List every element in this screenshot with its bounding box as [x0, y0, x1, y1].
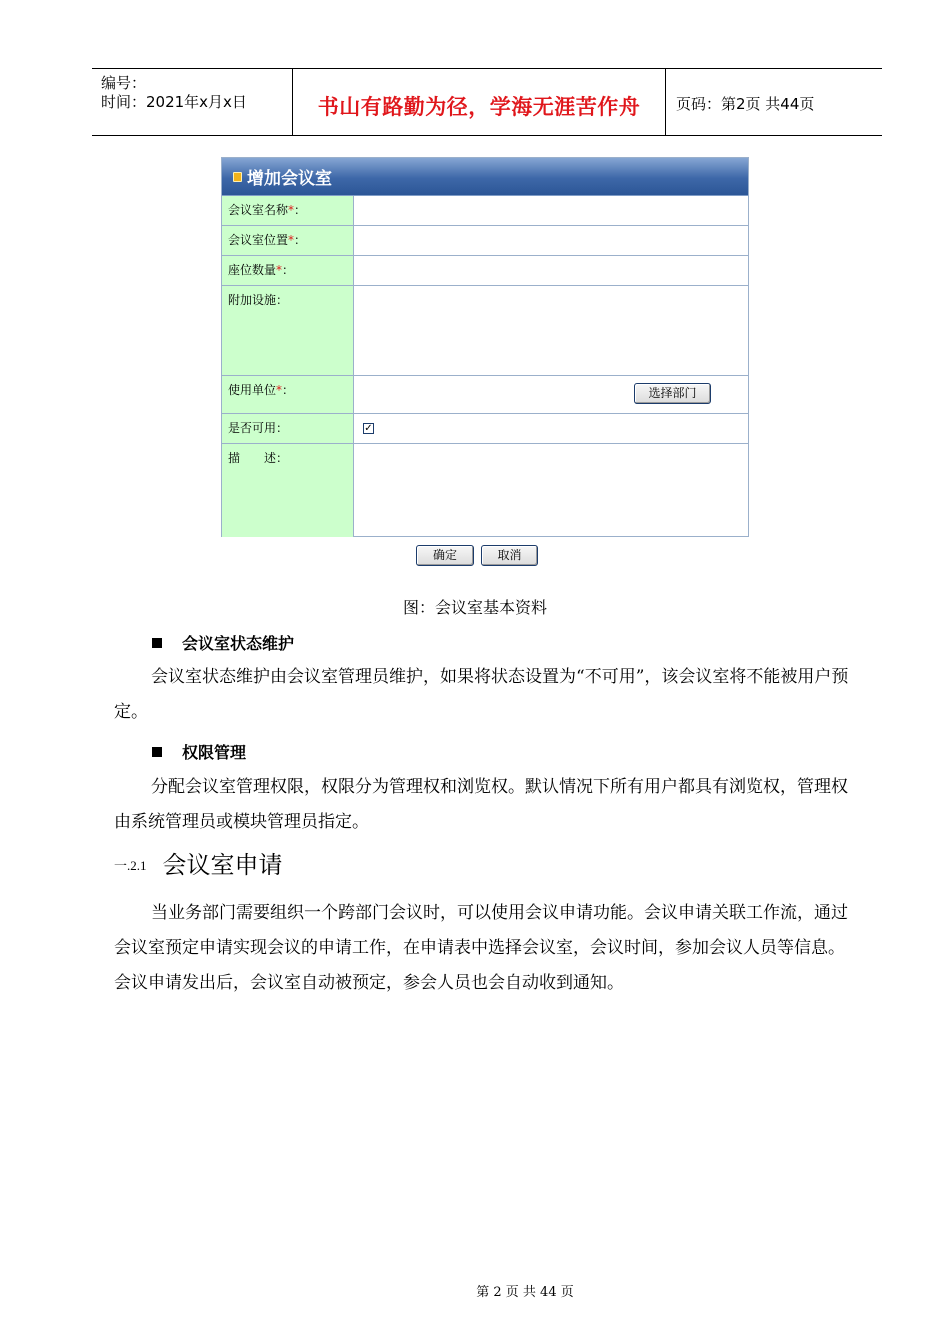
status-title: 会议室状态维护 [182, 634, 295, 653]
bullet-square-icon [152, 747, 162, 757]
page-header [92, 68, 882, 136]
label-description: 描 述： [222, 444, 354, 537]
row-seat-count [222, 256, 748, 286]
heading-text: 会议室申请 [162, 851, 283, 879]
form-title-bar [222, 158, 748, 196]
section-heading [114, 845, 283, 880]
label-unit: 使用单位*： [222, 376, 354, 413]
label-room-location: 会议室位置*： [222, 226, 354, 255]
header-motto-cell [293, 69, 666, 135]
motto: 书山有路勤为径，学海无涯苦作舟 [317, 95, 641, 119]
header-meta-cell [92, 69, 293, 135]
label-room-name: 会议室名称*： [222, 196, 354, 225]
row-room-location [222, 226, 748, 256]
row-facilities [222, 286, 748, 376]
label-available: 是否可用： [222, 414, 354, 443]
header-page-cell [666, 69, 882, 135]
folder-icon [233, 172, 242, 182]
add-meeting-room-form [221, 157, 749, 537]
cancel-button[interactable]: 取消 [481, 545, 538, 566]
form-title: 增加会议室 [247, 169, 332, 189]
available-checkbox[interactable]: ✓ [364, 423, 373, 434]
permission-paragraph: 分配会议室管理权限，权限分为管理权和浏览权。默认情况下所有用户都具有浏览权，管理权由系统管理员或模块管理员指定。 [114, 777, 848, 832]
apply-paragraph: 当业务部门需要组织一个跨部门会议时，可以使用会议申请功能。会议申请关联工作流，通过会议室预定申请实现会议的申请工作，在申请表中选择会议室，会议时间，参加会议人员等信息。会议申请发出后，会议室自动被预定，参会人员也会自动收到通知。 [114, 903, 848, 993]
doc-date: 时间：2021年x月x日 [101, 93, 247, 111]
row-description [222, 444, 748, 537]
figure-caption: 图：会议室基本资料 [402, 598, 547, 617]
bullet-status [152, 631, 294, 654]
label-facilities: 附加设施： [222, 286, 354, 375]
bullet-square-icon [152, 638, 162, 648]
row-available [222, 414, 748, 444]
heading-number: 一.2.1 [114, 858, 147, 873]
bullet-permission [152, 740, 246, 763]
select-department-button[interactable]: 选择部门 [634, 383, 711, 404]
status-paragraph: 会议室状态维护由会议室管理员维护，如果将状态设置为“不可用”，该会议室将不能被用户预定。 [114, 667, 849, 722]
row-unit [222, 376, 748, 414]
page-footer: 第 2 页 共 44 页 [476, 1285, 574, 1300]
doc-number-label: 编号： [101, 74, 147, 92]
page-code: 页码：第2页 共44页 [676, 95, 815, 113]
label-seat-count: 座位数量*： [222, 256, 354, 285]
row-room-name [222, 196, 748, 226]
permission-title: 权限管理 [182, 743, 247, 762]
confirm-button[interactable]: 确定 [416, 545, 474, 566]
